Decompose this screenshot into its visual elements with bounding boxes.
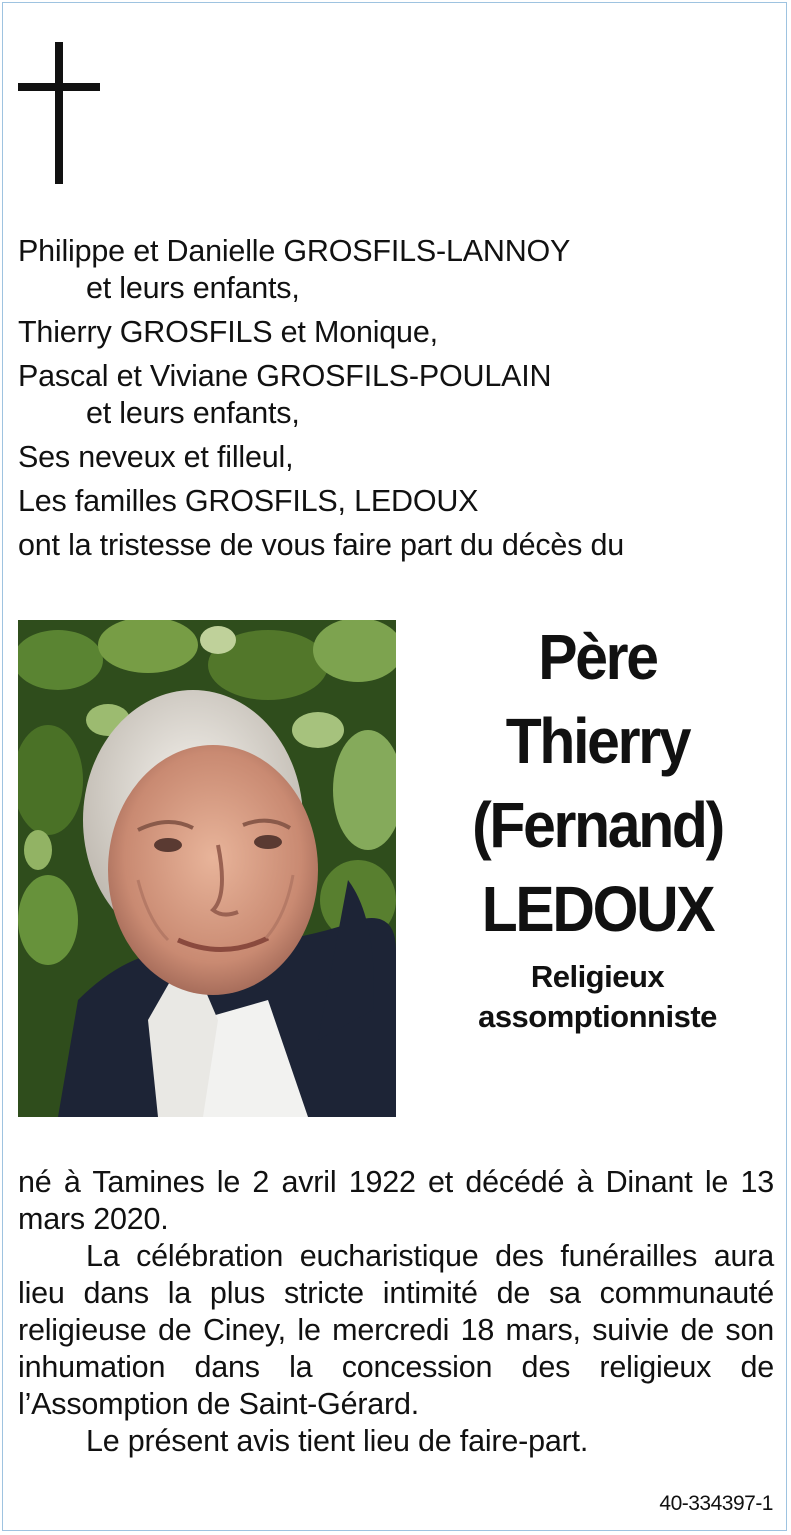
deceased-name-line: (Fernand) (472, 789, 723, 861)
cross-horizontal-bar (18, 83, 100, 91)
cross-vertical-bar (55, 42, 63, 184)
family-announcement (18, 233, 778, 564)
family-line: Thierry GROSFILS et Monique, (18, 315, 438, 349)
reference-number: 40-334397-1 (659, 1492, 773, 1515)
deceased-title-line: assomptionniste (478, 999, 717, 1034)
notice-paragraph: Le présent avis tient lieu de faire-part. (86, 1424, 589, 1458)
family-line: Philippe et Danielle GROSFILS-LANNOY (18, 234, 571, 268)
portrait-photo (18, 620, 396, 1117)
family-line: et leurs enfants, (86, 271, 300, 305)
deceased-name-line: Thierry (505, 705, 690, 777)
family-line: Pascal et Viviane GROSFILS-POULAIN (18, 359, 552, 393)
deceased-name-block (430, 615, 765, 1037)
family-line: Les familles GROSFILS, LEDOUX (18, 484, 479, 518)
birth-death-paragraph: né à Tamines le 2 avril 1922 et décédé à Dinant le 13 mars 2020. (18, 1165, 774, 1236)
deceased-name-line: LEDOUX (481, 873, 714, 945)
ceremony-paragraph: La célébration eucharistique des funérailles aura lieu dans la plus stricte intimité de sa communauté religieuse de Ciney, le mercredi 18 mars, suivie de son inhumation dans la concession des religieux de l’Assomption de Saint-Gérard. (18, 1239, 774, 1421)
family-line: Ses neveux et filleul, (18, 440, 294, 474)
family-line: et leurs enfants, (86, 396, 300, 430)
deceased-name-line: Père (538, 621, 657, 693)
family-line: ont la tristesse de vous faire part du décès du (18, 528, 625, 562)
notice-body (18, 1164, 774, 1460)
deceased-title-line: Religieux (530, 959, 665, 994)
